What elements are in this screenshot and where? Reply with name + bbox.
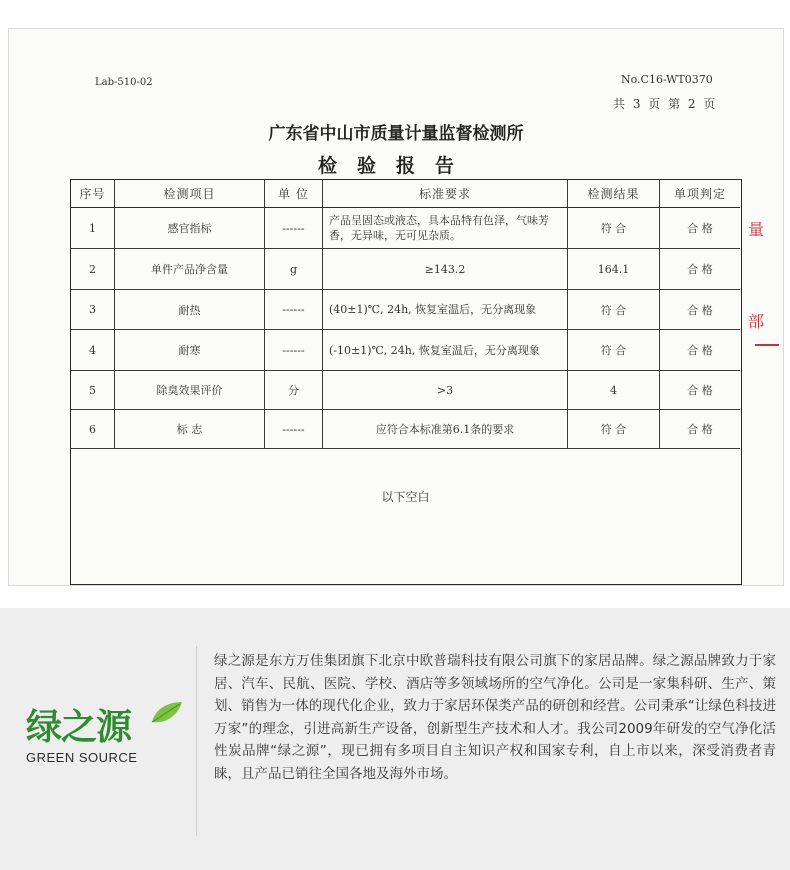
table-row xyxy=(71,290,740,330)
table-row xyxy=(71,410,740,449)
row-judgment: 合 格 xyxy=(687,384,713,397)
organization-name: 广东省中山市质量计量监督检测所 xyxy=(268,124,524,144)
row-requirement: >3 xyxy=(323,371,568,409)
brand-section xyxy=(0,608,790,870)
table-row xyxy=(71,208,740,249)
header-judgment: 单项判定 xyxy=(673,187,726,201)
blank-note: 以下空白 xyxy=(381,490,430,504)
lab-code: Lab-510-02 xyxy=(95,77,153,88)
row-result: 符 合 xyxy=(568,208,660,248)
header-unit: 单 位 xyxy=(265,180,323,207)
header-item: 检测项目 xyxy=(115,180,265,207)
seal-mark xyxy=(751,329,781,359)
row-no: 4 xyxy=(71,330,115,370)
row-unit: ------ xyxy=(265,290,323,329)
row-requirement: ≥143.2 xyxy=(323,249,568,289)
logo-english: GREEN SOURCE xyxy=(26,750,138,765)
row-item: 耐热 xyxy=(115,290,265,329)
table-header-row xyxy=(71,180,740,208)
row-requirement: 产品呈固态或液态，具本品特有色泽，气味芳香，无异味，无可见杂质。 xyxy=(323,208,568,248)
row-no: 1 xyxy=(71,208,115,248)
row-item: 感官指标 xyxy=(115,208,265,248)
row-item: 耐寒 xyxy=(115,330,265,370)
report-scan xyxy=(8,28,784,586)
row-unit: g xyxy=(265,249,323,289)
table-row xyxy=(71,371,740,410)
report-title: 检验报告 xyxy=(317,155,474,177)
row-item: 单件产品净含量 xyxy=(115,249,265,289)
row-item: 除臭效果评价 xyxy=(115,371,265,409)
row-result: 符 合 xyxy=(568,410,660,448)
row-requirement: (40±1)℃, 24h, 恢复室温后，无分离现象 xyxy=(323,290,568,329)
header-no: 序号 xyxy=(71,180,115,207)
seal-fragment: 部 xyxy=(748,312,765,331)
seal-fragment: 量 xyxy=(748,220,765,239)
row-no: 6 xyxy=(71,410,115,448)
row-judgment: 合 格 xyxy=(687,222,713,235)
row-result: 符 合 xyxy=(568,290,660,329)
page-count: 共 3 页 第 2 页 xyxy=(613,97,718,111)
row-unit: 分 xyxy=(265,371,323,409)
inspection-table xyxy=(70,179,742,585)
divider xyxy=(196,646,197,836)
row-result: 符 合 xyxy=(568,330,660,370)
row-judgment: 合 格 xyxy=(687,344,713,357)
row-unit: ------ xyxy=(265,410,323,448)
table-row xyxy=(71,330,740,371)
row-unit: ------ xyxy=(265,330,323,370)
table-row xyxy=(71,249,740,290)
row-requirement: (-10±1)℃, 24h, 恢复室温后，无分离现象 xyxy=(323,330,568,370)
row-result: 164.1 xyxy=(568,249,660,289)
leaf-icon xyxy=(146,698,186,728)
row-judgment: 合 格 xyxy=(687,423,713,436)
row-no: 2 xyxy=(71,249,115,289)
logo-chinese: 绿之源 xyxy=(26,707,132,748)
row-judgment: 合 格 xyxy=(687,263,713,276)
header-requirement: 标准要求 xyxy=(323,180,568,207)
row-no: 3 xyxy=(71,290,115,329)
row-result: 4 xyxy=(568,371,660,409)
row-judgment: 合 格 xyxy=(687,303,713,317)
brand-description: 绿之源是东方万佳集团旗下北京中欧普瑞科技有限公司旗下的家居品牌。绿之源品牌致力于家居、汽车、民航、医院、学校、酒店等多领域场所的空气净化。公司是一家集科研、生产、策划、销售为一体的现代化企业，致力于家居环保类产品的研创和经营。公司秉承“让绿色科技进万家”的理念，引进高新生产设备，创新型生产技术和人才。我公司2009年研发的空气净化活性炭品牌“绿之源”，现已拥有多项目自主知识产权和国家专利，自上市以来，深受消费者青睐，且产品已销往全国各地及海外市场。 xyxy=(214,653,776,782)
row-unit: ------ xyxy=(265,208,323,248)
row-item: 标 志 xyxy=(115,410,265,448)
row-no: 5 xyxy=(71,371,115,409)
report-number: No.C16-WT0370 xyxy=(621,73,713,86)
header-result: 检测结果 xyxy=(568,180,660,207)
row-requirement: 应符合本标准第6.1条的要求 xyxy=(323,410,568,448)
brand-logo xyxy=(26,708,176,765)
